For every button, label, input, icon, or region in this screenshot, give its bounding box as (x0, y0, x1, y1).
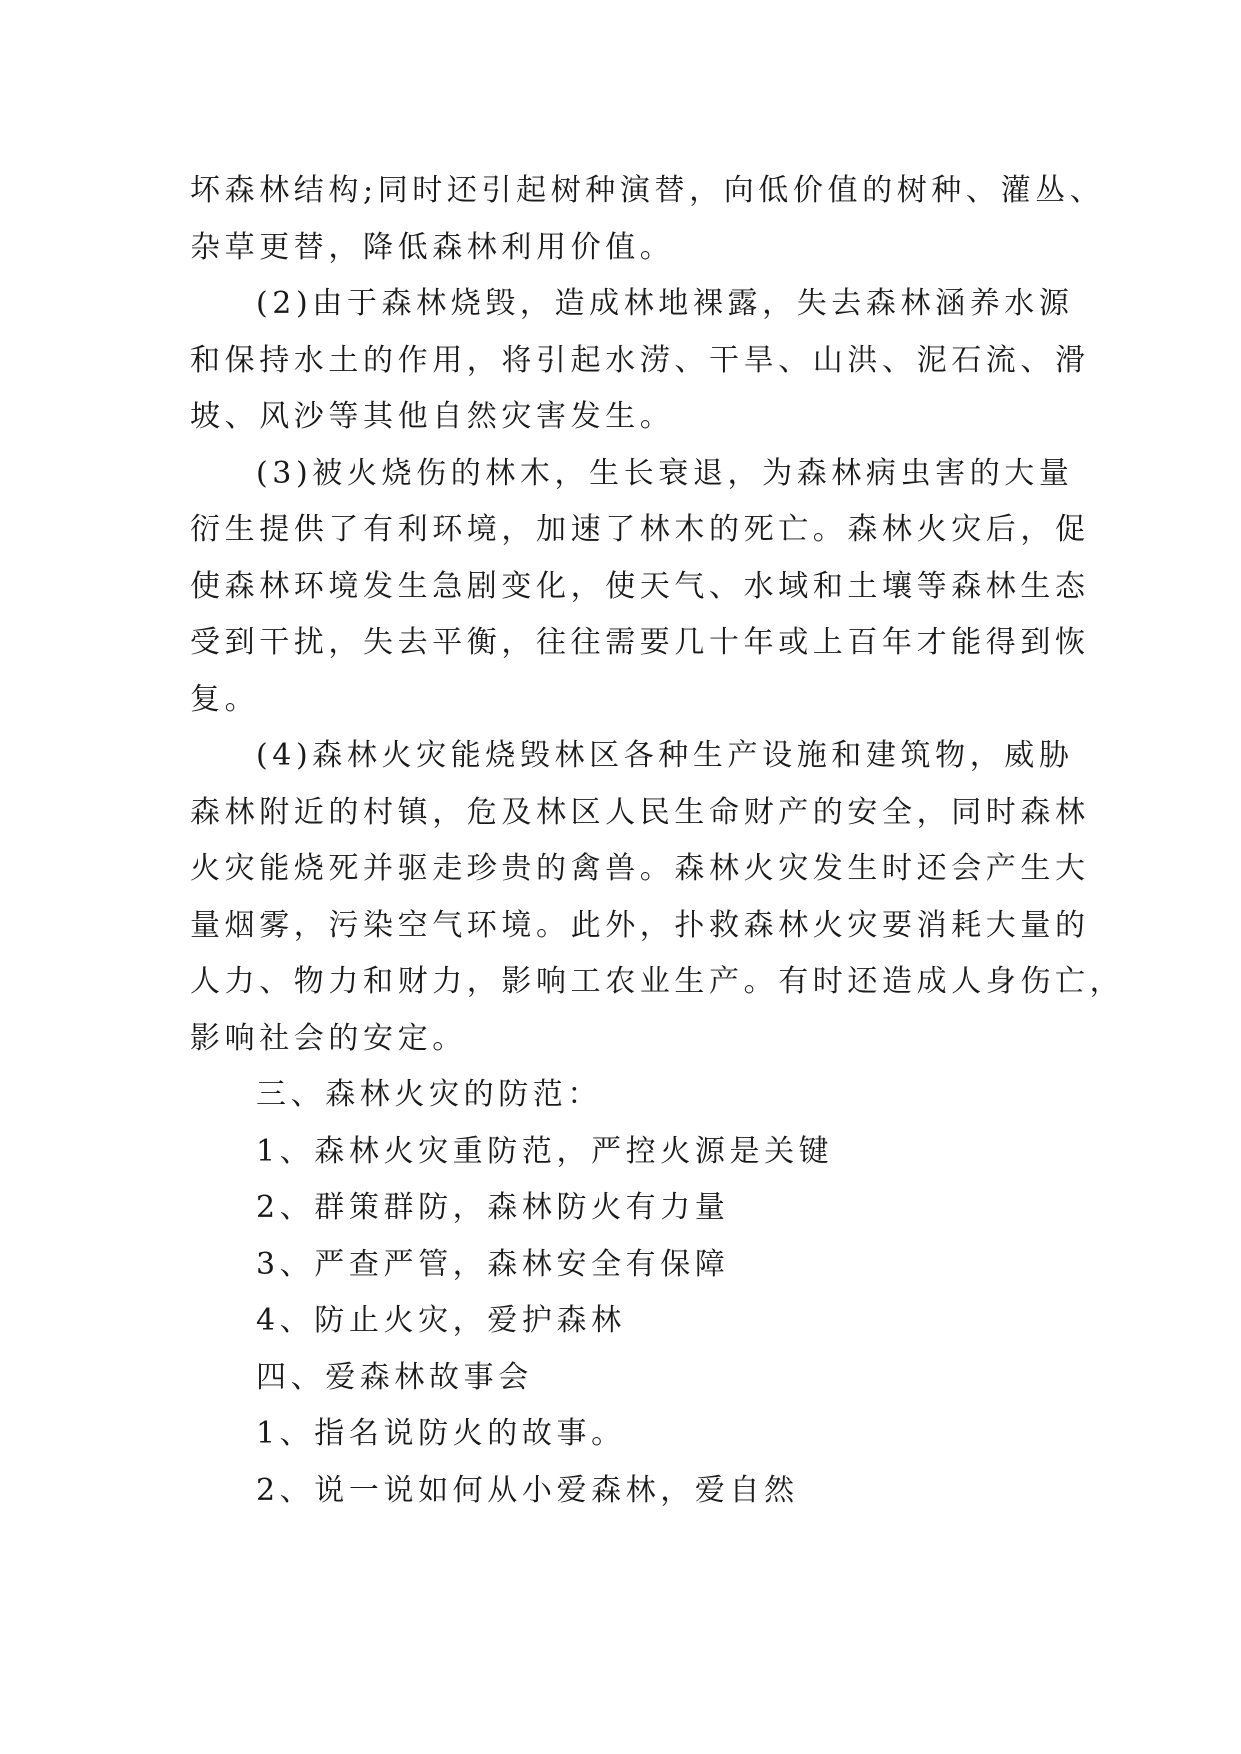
text-line: 人力、物力和财力，影响工农业生产。有时还造成人身伤亡， (190, 964, 1125, 999)
text-line: 森林附近的村镇，危及林区人民生命财产的安全，同时森林 (190, 794, 1090, 830)
list-item: 4、防止火灾，爱护森林 (256, 1303, 626, 1338)
list-item: 2、说一说如何从小爱森林，爱自然 (256, 1472, 799, 1508)
text-line: 坡、风沙等其他自然灾害发生。 (190, 399, 675, 434)
list-item: 1、指名说防火的故事。 (256, 1416, 626, 1451)
document-body (190, 163, 1125, 1519)
text-line: 和保持水土的作用，将引起水涝、干旱、山洪、泥石流、滑 (190, 342, 1090, 378)
text-line: 受到干扰，失去平衡，往往需要几十年或上百年才能得到恢 (190, 625, 1090, 660)
section-heading-story: 四、爱森林故事会 (256, 1359, 533, 1395)
section-heading-prevention: 三、森林火灾的防范： (256, 1077, 602, 1112)
list-item: 2、群策群防，森林防火有力量 (256, 1190, 730, 1225)
text-line: 使森林环境发生急剧变化，使天气、水域和土壤等森林生态 (190, 568, 1090, 604)
list-item: 3、严查严管，森林安全有保障 (256, 1246, 730, 1282)
text-line: 火灾能烧死并驱走珍贵的禽兽。森林火灾发生时还会产生大 (190, 851, 1090, 886)
paragraph-item-4: (4)森林火灾能烧毁林区各种生产设施和建筑物，威胁 (256, 738, 1074, 773)
text-line: 衍生提供了有利环境，加速了林木的死亡。森林火灾后，促 (190, 512, 1090, 547)
text-line: 复。 (190, 681, 260, 717)
paragraph-item-3: (3)被火烧伤的林木，生长衰退，为森林病虫害的大量 (256, 455, 1074, 491)
text-line: 坏森林结构;同时还引起树种演替，向低价值的树种、灌丛、 (190, 173, 1105, 208)
text-line: 影响社会的安定。 (190, 1020, 467, 1056)
paragraph-item-2: (2)由于森林烧毁，造成林地裸露，失去森林涵养水源 (256, 286, 1074, 321)
text-line: 量烟雾，污染空气环境。此外，扑救森林火灾要消耗大量的 (190, 907, 1090, 943)
list-item: 1、森林火灾重防范，严控火源是关键 (256, 1133, 834, 1169)
text-line: 杂草更替，降低森林利用价值。 (190, 229, 675, 265)
